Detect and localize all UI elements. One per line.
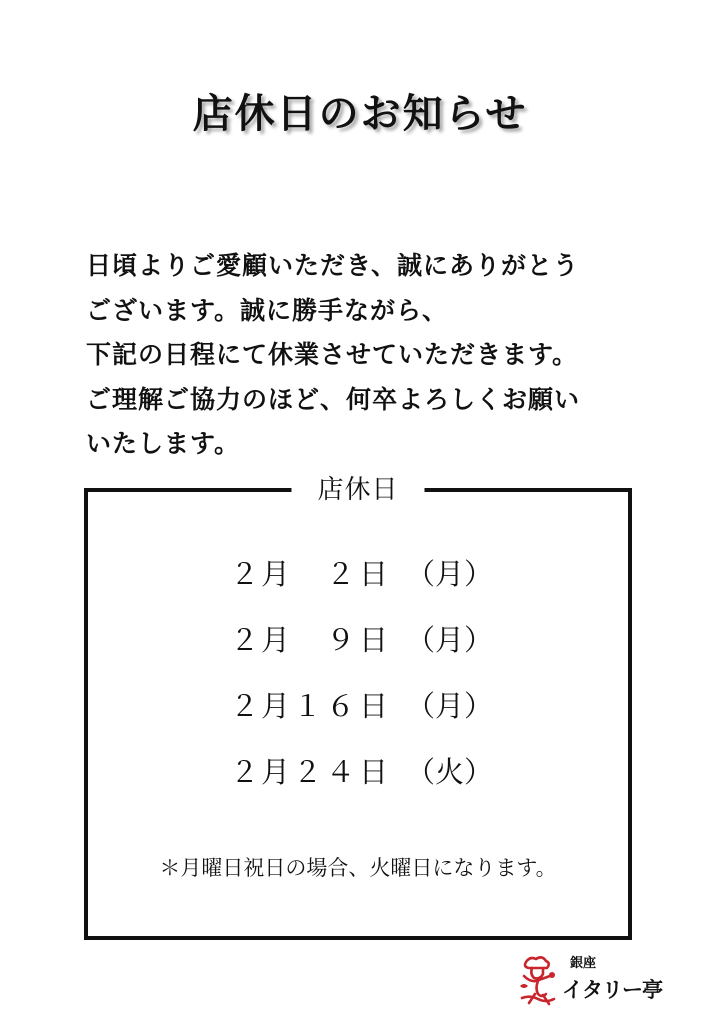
closed-date-month: ２月 — [230, 623, 293, 657]
closed-date-row — [88, 752, 628, 792]
closed-date-month: ２月 — [230, 689, 293, 723]
closed-date-weekday: （月） — [406, 689, 494, 723]
restaurant-logo — [516, 954, 662, 1010]
closed-date-month: ２月 — [230, 755, 293, 789]
message-line: ご理解ご協力のほど、何卒よろしくお願い — [86, 384, 581, 414]
chef-figure-icon — [516, 954, 560, 1008]
notice-message — [86, 244, 646, 467]
closed-date-row — [88, 620, 628, 660]
closed-date-row — [88, 686, 628, 726]
closed-date-day: ９日 — [325, 623, 392, 657]
holiday-note: ＊月曜日祝日の場合、火曜日になります。 — [159, 856, 557, 880]
closed-date-weekday: （月） — [406, 623, 494, 657]
closed-date-row — [88, 554, 628, 594]
message-line: ございます。誠に勝手ながら、 — [86, 295, 449, 325]
closed-date-month: ２月 — [230, 557, 293, 591]
logo-location: 銀座 — [570, 956, 597, 971]
closed-date-weekday: （月） — [406, 557, 494, 591]
closed-date-day: ２４日 — [292, 755, 392, 789]
message-line: 下記の日程にて休業させていただきます。 — [86, 340, 579, 369]
message-line: 日頃よりご愛顧いただき、誠にありがとう — [86, 251, 580, 280]
page-title: 店休日のお知らせ — [192, 90, 528, 137]
message-line: いたします。 — [86, 429, 241, 458]
logo-name: イタリー亭 — [562, 977, 662, 1002]
closed-date-day: ２日 — [325, 557, 392, 591]
closed-date-day: １６日 — [292, 689, 392, 723]
closed-days-box — [84, 475, 632, 940]
closed-date-weekday: （火） — [406, 755, 494, 789]
closed-days-heading: 店休日 — [291, 470, 424, 510]
